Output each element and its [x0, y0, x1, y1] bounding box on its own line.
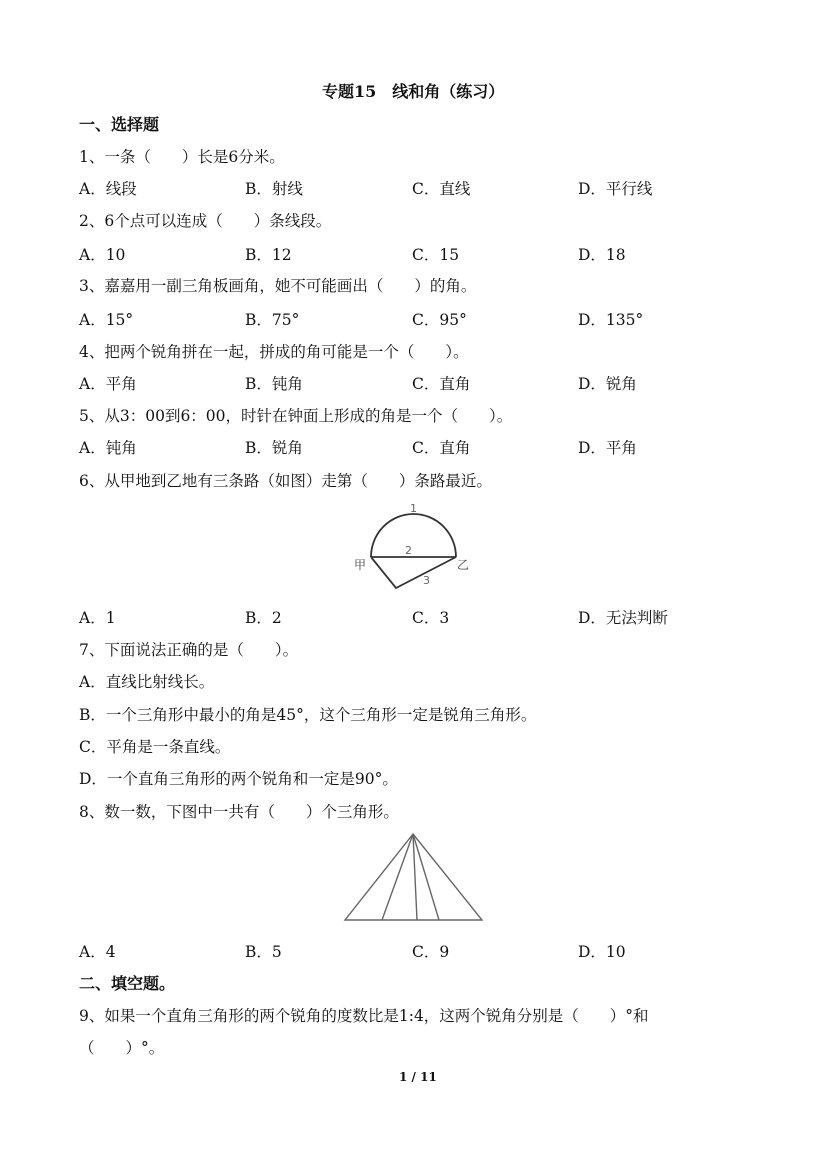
q2-option-b: B．12: [245, 246, 292, 264]
route-2-label: 2: [405, 544, 412, 557]
q4-option-d: D．锐角: [578, 375, 637, 393]
q6-option-b: B．2: [245, 609, 282, 627]
question-1: 1、一条（ ）长是6分米。: [79, 148, 285, 166]
q1-option-d: D．平行线: [578, 180, 653, 198]
q3-option-d: D．135°: [578, 311, 644, 329]
inner-line-1: [382, 834, 413, 920]
question-5: 5、从3：00到6：00，时针在钟面上形成的角是一个（ ）。: [79, 407, 513, 425]
question-6: 6、从甲地到乙地有三条路（如图）走第（ ）条路最近。: [79, 472, 492, 490]
route-3-path: [371, 557, 456, 588]
q7-option-b: B．一个三角形中最小的角是45°，这个三角形一定是锐角三角形。: [79, 706, 537, 724]
section-heading-fill: 二、填空题。: [79, 974, 176, 993]
q8-option-d: D．10: [578, 943, 626, 961]
page-title: 专题15 线和角（练习）: [322, 82, 505, 101]
q8-option-b: B．5: [245, 943, 282, 961]
point-jia-label: 甲: [354, 558, 367, 572]
question-9-line-2: （ ）°。: [79, 1039, 165, 1057]
q7-option-d: D．一个直角三角形的两个锐角和一定是90°。: [79, 770, 398, 788]
q1-option-a: A．线段: [79, 180, 137, 198]
q7-option-c: C．平角是一条直线。: [79, 738, 231, 756]
q1-option-b: B．射线: [245, 180, 303, 198]
question-8: 8、数一数，下图中一共有（ ）个三角形。: [79, 803, 399, 821]
triangle-figure: [340, 828, 488, 926]
q3-option-c: C．95°: [412, 311, 467, 329]
q5-option-a: A．钝角: [79, 439, 137, 457]
q6-option-a: A．1: [79, 609, 116, 627]
question-2: 2、6个点可以连成（ ）条线段。: [79, 212, 332, 230]
q6-option-c: C．3: [412, 609, 450, 627]
question-9-line-1: 9、如果一个直角三角形的两个锐角的度数比是1:4，这两个锐角分别是（ ）°和: [79, 1007, 649, 1025]
route-figure: [350, 495, 475, 595]
q4-option-b: B．钝角: [245, 375, 303, 393]
q2-option-d: D．18: [578, 246, 626, 264]
route-1-arc: [371, 514, 456, 557]
q3-option-b: B．75°: [245, 311, 300, 329]
question-4: 4、把两个锐角拼在一起，拼成的角可能是一个（ ）。: [79, 343, 469, 361]
page-number: 1 / 11: [399, 1070, 437, 1084]
q6-option-d: D．无法判断: [578, 609, 668, 627]
q5-option-c: C．直角: [412, 439, 471, 457]
route-3-label: 3: [423, 574, 430, 587]
section-heading-choice: 一、选择题: [79, 115, 160, 134]
question-7: 7、下面说法正确的是（ ）。: [79, 641, 299, 659]
q4-option-c: C．直角: [412, 375, 471, 393]
q8-option-c: C．9: [412, 943, 450, 961]
q3-option-a: A．15°: [79, 311, 134, 329]
q5-option-b: B．锐角: [245, 439, 303, 457]
q5-option-d: D．平角: [578, 439, 637, 457]
q2-option-a: A．10: [79, 246, 126, 264]
q8-option-a: A．4: [79, 943, 116, 961]
q4-option-a: A．平角: [79, 375, 137, 393]
question-3: 3、嘉嘉用一副三角板画角，她不可能画出（ ）的角。: [79, 277, 477, 295]
q1-option-c: C．直线: [412, 180, 471, 198]
route-1-label: 1: [410, 502, 417, 515]
point-yi-label: 乙: [457, 558, 470, 572]
q7-option-a: A．直线比射线长。: [79, 673, 215, 691]
q2-option-c: C．15: [412, 246, 460, 264]
